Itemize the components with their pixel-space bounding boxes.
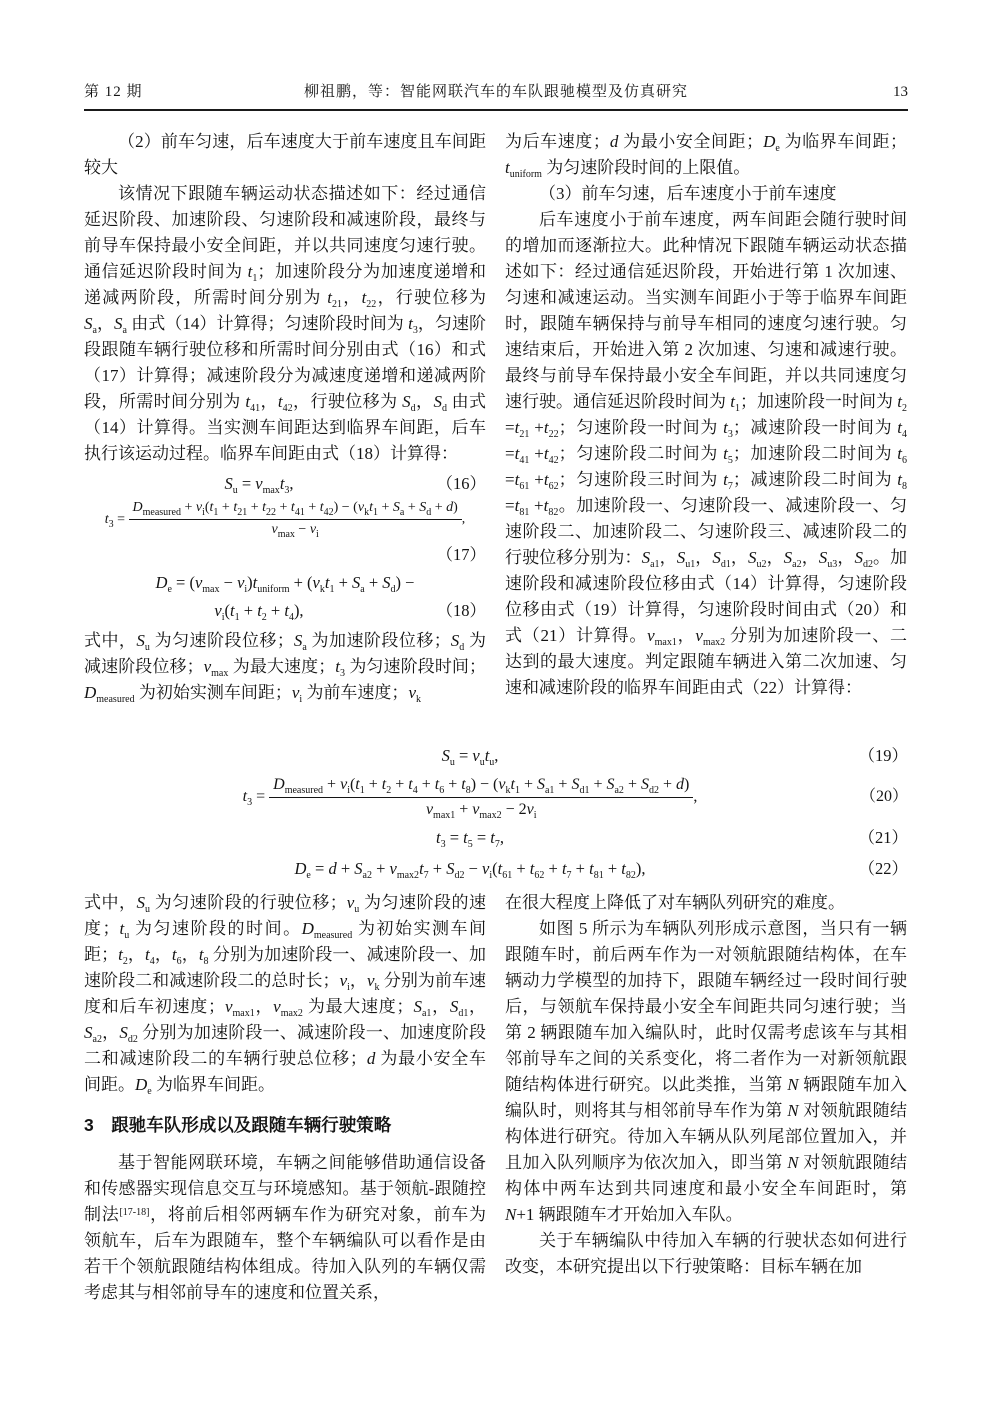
equation-19	[84, 743, 908, 769]
equation-20	[84, 774, 908, 820]
equation-16	[84, 471, 486, 497]
equation-17-tail: ,	[461, 511, 466, 527]
page-number: 13	[893, 84, 908, 100]
equation-20-lhs: $t_3$ =	[242, 787, 270, 808]
difficulty-continuation-paragraph: 在很大程度上降低了对车辆队列研究的难度。	[505, 893, 845, 913]
equation-18-body-line2: $v_i(t_1 + t_2 + t_4)$,	[214, 600, 304, 623]
right-column-bottom	[505, 890, 907, 1340]
equation-18-line1	[84, 570, 486, 596]
equation-18-number: （18）	[436, 600, 486, 620]
equation-21	[84, 825, 908, 851]
equation-17-denominator: $v_{max} - v_i$	[129, 519, 462, 540]
equation-20-number: （20）	[859, 788, 908, 806]
journal-issue: 第 12 期	[84, 84, 143, 100]
equation-20-tail: ,	[693, 787, 698, 805]
left-column-bottom	[84, 890, 486, 1340]
equation-17-number-row	[84, 542, 486, 568]
equation-17	[84, 499, 486, 540]
left-column-top	[84, 129, 486, 735]
equation-17-lhs: $t_3$ =	[104, 511, 129, 530]
equation-block-16-18	[84, 471, 486, 624]
top-section	[84, 129, 908, 735]
where-clause2-paragraph: 式中，$S_u$ 为匀速阶段的行驶位移；$v_u$ 为匀速阶段的速度；$t_u$ 为匀速阶段的时间。$D_{measured}$ 为初始实测车间距；$t_2$，$t_4$，$t_6$，$t_8$ 分别为加速阶段一、减速阶段一、加速阶段二和减速阶段二的总时长；$v_i$，$v_k$ 分别为前车速度和后车初速度；$v_{max1}$，$v_{max2}$ 为最大速度；$S_{a1}$，$S_{d1}$，$S_{a2}$，$S_{d2}$ 分别为加速阶段一、减速阶段一、加速度阶段二和减速阶段二的车辆行驶总位移；d 为最小安全车间距。$D_e$ 为临界车间距。	[84, 893, 487, 1098]
equation-17-numerator: $D_{measured} + v_i(t_1 + t_{21} + t_{22} + t_{41} + t_{42}) - (v_kt_1 + S_a + S_d + d)$	[132, 500, 458, 518]
section3-paragraph: 基于智能网联环境，车辆之间能够借助通信设备和传感器实现信息交互与环境感知。基于领航-跟随控制法[17-18]，将前后相邻两辆车作为研究对象，前车为领航车，后车为跟随车，整个车辆编队可以看作是由若干个领航跟随结构体组成。待加入队列的车辆仅需考虑其与相邻前导车的速度和位置关系，	[84, 1153, 487, 1303]
equation-17-number: （17）	[436, 544, 486, 564]
equation-22-number: （22）	[858, 859, 908, 879]
case2-body-paragraph: 该情况下跟随车辆运动状态描述如下：经过通信延迟阶段、加速阶段、匀速阶段和减速阶段，最终与前导车保持最小安全间距，并以共同速度匀速行驶。通信延迟阶段时间为 $t_1$；加速阶段分为加速度递增和递减两阶段，所需时间分别为 $t_{21}$，$t_{22}$，行驶位移为 $S_a$，$S_a$ 由式（14）计算得；匀速阶段时间为 $t_3$，匀速阶段跟随车辆行驶位移和所需时间分别由式（16）和式（17）计算得；减速阶段分为减速度递增和递减两阶段，所需时间分别为 $t_{41}$，$t_{42}$，行驶位移为 $S_d$，$S_d$ 由式（14）计算得。当实测车间距达到临界车间距，后车执行该运动过程。临界车间距由式（18）计算得：	[84, 184, 487, 463]
equation-22	[84, 856, 908, 882]
equation-18-line2	[84, 598, 486, 624]
equation-17-body	[84, 499, 486, 540]
equation-21-body: $t_3 = t_5 = t_7$,	[435, 828, 505, 851]
running-header	[84, 80, 908, 101]
equation-19-body: $S_u = v_ut_u$,	[441, 746, 499, 768]
figure5-description-paragraph: 如图 5 所示为车辆队列形成示意图，当只有一辆跟随车时，前后两车作为一对领航跟随结构体，在车辆动力学模型的加持下，跟随车辆经过一段时间行驶后，与领航车保持最小安全车间距共同匀速行驶；当第 2 辆跟随车加入编队时，此时仅需考虑该车与其相邻前导车之间的关系变化，将二者作为一对新领航跟随结构体进行研究。以此类推，当第 N 辆跟随车加入编队时，则将其与相邻前导车作为第 N 对领航跟随结构体进行研究。待加入车辆从队列尾部位置加入，并且加入队列顺序为依次加入，即当第 N 对领航跟随结构体中两车达到共同速度和最小安全车间距时，第 N+1 辆跟随车才开始加入车队。	[505, 919, 908, 1225]
case3-heading-paragraph: （3）前车匀速，后车速度小于前车速度	[539, 184, 837, 203]
page-content	[84, 0, 908, 1340]
equation-19-number: （19）	[858, 746, 908, 765]
equation-20-denominator: $v_{max1} + v_{max2} - 2v_i$	[269, 797, 693, 821]
equation-block-19-22	[84, 743, 908, 882]
equation-20-body	[84, 774, 856, 820]
equation-21-number: （21）	[858, 828, 908, 848]
equation-18-body-line1: $D_e = (v_{max} - v_i)t_{uniform} + (v_kt_1 + S_a + S_d)$ −	[155, 572, 415, 595]
equation-16-number: （16）	[436, 474, 486, 493]
case2-heading-paragraph: （2）前车匀速，后车速度大于前车速度且车间距较大	[84, 132, 486, 177]
case3-body-paragraph: 后车速度小于前车速度，两车间距会随行驶时间的增加而逐渐拉大。此种情况下跟随车辆运动状态描述如下：经过通信延迟阶段，开始进行第 1 次加速、匀速和减速运动。当实测车间距小于等于临界车间距时，跟随车辆保持与前导车相同的速度匀速行驶。匀速结束后，开始进入第 2 次加速、匀速和减速行驶。最终与前导车保持最小安全车间距，并以共同速度匀速行驶。通信延迟阶段时间为 $t_1$；加速阶段一时间为 $t_2 =t_{21} +t_{22}$；匀速阶段一时间为 $t_3$；减速阶段一时间为 $t_4 =t_{41} +t_{42}$；匀速阶段二时间为 $t_5$；加速阶段二时间为 $t_6 =t_{61} +t_{62}$；匀速阶段三时间为 $t_7$；减速阶段二时间为 $t_8 =t_{81} +t_{82}$。加速阶段一、匀速阶段一、减速阶段一、匀速阶段二、加速阶段二、匀速阶段三、减速阶段二的行驶位移分别为：$S_{a1}$，$S_{u1}$，$S_{d1}$，$S_{u2}$，$S_{a2}$，$S_{u3}$，$S_{d2}$。加速阶段和减速阶段位移由式（14）计算得，匀速阶段位移由式（19）计算得，匀速阶段时间由式（20）和式（21）计算得。$v_{max1}$，$v_{max2}$ 分别为加速阶段一、二达到的最大速度。判定跟随车辆进入第二次加速、匀速和减速阶段的临界车间距由式（22）计算得：	[505, 210, 908, 697]
running-title: 柳祖鹏，等：智能网联汽车的车队跟驰模型及仿真研究	[303, 84, 688, 100]
bottom-section	[84, 890, 908, 1340]
equation-20-fraction	[269, 774, 693, 820]
equation-17-fraction	[129, 499, 462, 540]
section-3-heading: 3 跟驰车队形成以及跟随车辆行驶策略	[84, 1115, 392, 1136]
equation-20-numerator: $D_{measured} + v_i(t_1 + t_2 + t_4 + t_6 + t_8) - (v_kt_1 + S_{a1} + S_{d1} + S_{a2} + S_{d2} + d)$	[273, 776, 690, 796]
continuation-paragraph: 为后车速度；d 为最小安全间距；$D_e$ 为临界车间距；$t_{uniform}$ 为匀速阶段时间的上限值。	[505, 132, 908, 180]
equation-16-body: $S_u = v_{max}t_3$,	[224, 474, 294, 496]
strategy-paragraph: 关于车辆编队中待加入车辆的行驶状态如何进行改变，本研究提出以下行驶策略：目标车辆在加	[505, 1231, 907, 1277]
equation-22-body: $D_e = d + S_{a2} + v_{max2}t_7 + S_{d2} - v_i(t_{61} + t_{62} + t_7 + t_{81} + t_{82})$,	[294, 859, 646, 882]
where-clause-paragraph: 式中，$S_u$ 为匀速阶段位移；$S_a$ 为加速阶段位移；$S_d$ 为减速阶段位移；$v_{max}$ 为最大速度；$t_3$ 为匀速阶段时间；$D_{measured}$ 为初始实测车间距；$v_i$ 为前车速度；$v_k$	[84, 630, 487, 705]
right-column-top	[505, 129, 907, 735]
header-rule	[84, 109, 908, 111]
